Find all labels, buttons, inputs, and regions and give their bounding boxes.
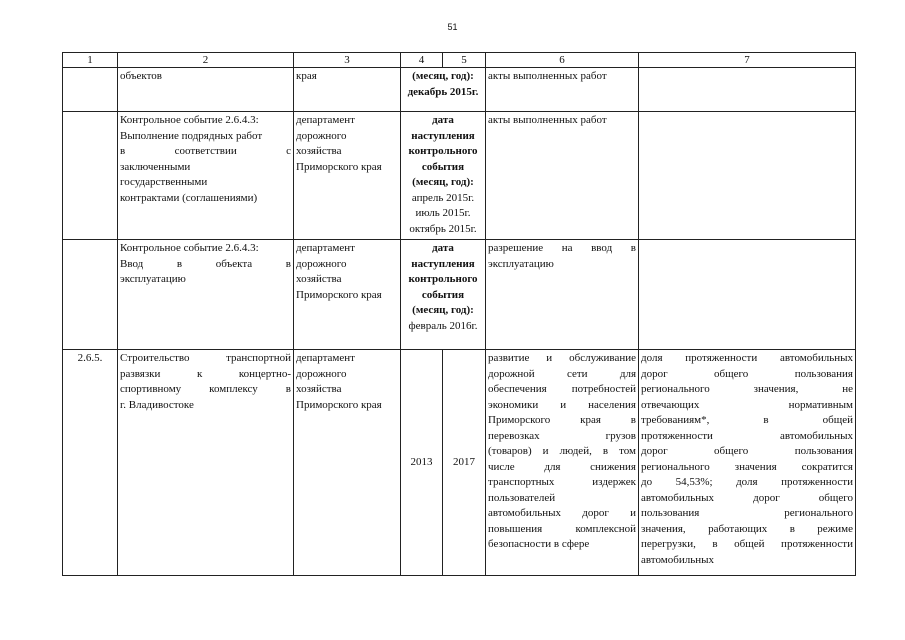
cell-line: контрольного	[408, 145, 478, 157]
cell-line: наступления	[411, 257, 475, 270]
measure-cell	[118, 112, 294, 240]
dates-cell	[401, 240, 486, 350]
cell-line: значения, работающих в режиме	[641, 522, 853, 535]
cell-line: безопасности в сфере	[488, 538, 590, 550]
cell-line: хозяйства	[296, 383, 342, 395]
cell-line: хозяйства	[296, 145, 342, 157]
cell-line: дорожной сети для	[488, 367, 636, 380]
measure-cell	[118, 240, 294, 350]
cell-line: департамент	[296, 242, 355, 254]
end-year-cell: 2017	[443, 350, 486, 576]
cell-line: автомобильных	[641, 553, 714, 566]
header-cell: 3	[294, 53, 401, 68]
header-row	[63, 53, 856, 68]
cell-line: доля протяженности автомобильных	[641, 352, 853, 364]
indicator-cell	[639, 240, 856, 350]
cell-line: декабрь 2015г.	[407, 85, 479, 98]
cell-line: числе для снижения	[488, 460, 636, 473]
cell-line: регионального значения, не	[641, 383, 853, 395]
cell-line: Строительство транспортной	[120, 352, 291, 364]
cell-line: автомобильных дорог и	[488, 507, 636, 519]
table-row	[63, 68, 856, 112]
cell-line: пользования регионального	[641, 507, 853, 519]
number-cell: 2.6.5.	[63, 350, 118, 576]
cell-line: регионального значения сократится	[641, 460, 853, 473]
cell-line: дорог общего пользования	[641, 367, 853, 380]
cell-line: Контрольное событие 2.6.4.3:	[120, 242, 259, 254]
cell-line: (месяц, год):	[412, 304, 474, 316]
executor-cell	[294, 112, 401, 240]
cell-line: развязки к концертно-	[120, 367, 291, 380]
cell-line: Приморского края	[296, 160, 382, 173]
page-number: 51	[447, 22, 458, 32]
cell-line: автомобильных дорог общего	[641, 491, 853, 504]
cell-line: г. Владивостоке	[120, 398, 194, 411]
number-cell	[63, 68, 118, 112]
cell-line: протяженности автомобильных	[641, 429, 853, 442]
cell-line: экономики и населения	[488, 398, 636, 411]
result-cell	[486, 68, 639, 112]
cell-line: события	[421, 160, 465, 173]
cell-line: дорожного	[296, 257, 347, 270]
cell-line: Контрольное событие 2.6.4.3:	[120, 114, 259, 126]
cell-line: пользователей	[488, 491, 556, 504]
cell-line: разрешение на ввод в	[488, 242, 636, 254]
cell-line: Приморского края в	[488, 414, 636, 426]
table-row	[63, 240, 856, 350]
indicator-cell	[639, 68, 856, 112]
measure-cell	[118, 350, 294, 576]
cell-line: (месяц, год):	[412, 176, 474, 188]
cell-line: в соответствии с	[120, 145, 291, 157]
dates-cell	[401, 112, 486, 240]
measure-cell	[118, 68, 294, 112]
cell-line: требованиям*, в общей	[641, 414, 853, 426]
table-row	[63, 350, 856, 576]
cell-line: перевозках грузов	[488, 429, 636, 442]
result-cell	[486, 240, 639, 350]
cell-line: повышения комплексной	[488, 522, 636, 535]
cell-line: Выполнение подрядных работ	[120, 129, 263, 142]
header-cell: 4	[401, 53, 443, 68]
cell-line: края	[296, 70, 317, 82]
cell-line: апрель 2015г.	[411, 191, 475, 204]
cell-line: развитие и обслуживание	[488, 352, 636, 364]
program-table	[62, 52, 856, 576]
indicator-cell	[639, 112, 856, 240]
dates-cell	[401, 68, 486, 112]
cell-line: Приморского края	[296, 398, 382, 411]
cell-line: отвечающих нормативным	[641, 398, 853, 411]
cell-line: контрольного	[408, 273, 478, 285]
start-year-cell: 2013	[401, 350, 443, 576]
cell-line: контрактами (соглашениями)	[120, 191, 258, 204]
header-cell: 7	[639, 53, 856, 68]
cell-line: февраль 2016г.	[408, 319, 478, 332]
cell-line: объектов	[120, 70, 162, 82]
cell-line: транспортных издержек	[488, 476, 636, 488]
header-cell: 1	[63, 53, 118, 68]
cell-line: спортивному комплексу в	[120, 383, 291, 395]
cell-line: дорог общего пользования	[641, 445, 853, 457]
executor-cell	[294, 68, 401, 112]
cell-line: акты выполненных работ	[488, 70, 607, 82]
header-cell: 5	[443, 53, 486, 68]
cell-line: обеспечения потребностей	[488, 383, 636, 395]
cell-line: (месяц, год):	[412, 70, 474, 82]
cell-line: дорожного	[296, 367, 347, 380]
executor-cell	[294, 350, 401, 576]
indicator-cell	[639, 350, 856, 576]
header-cell: 2	[118, 53, 294, 68]
result-cell	[486, 112, 639, 240]
cell-line: дата	[432, 114, 454, 126]
cell-line: Ввод в объекта в	[120, 257, 291, 270]
cell-line: хозяйства	[296, 273, 342, 285]
result-cell	[486, 350, 639, 576]
cell-line: заключенными	[120, 160, 191, 173]
cell-line: дата	[432, 242, 454, 254]
number-cell	[63, 112, 118, 240]
cell-line: июль 2015г.	[415, 207, 471, 219]
cell-line: Приморского края	[296, 288, 382, 301]
cell-line: перегрузки, в общей протяженности	[641, 538, 853, 550]
cell-line: октябрь 2015г.	[409, 222, 477, 235]
table-row	[63, 112, 856, 240]
cell-line: наступления	[411, 129, 475, 142]
header-cell: 6	[486, 53, 639, 68]
number-cell	[63, 240, 118, 350]
cell-line: акты выполненных работ	[488, 114, 607, 126]
executor-cell	[294, 240, 401, 350]
cell-line: эксплуатацию	[120, 273, 186, 285]
cell-line: департамент	[296, 114, 355, 126]
cell-line: эксплуатацию	[488, 257, 554, 270]
cell-line: (товаров) и людей, в том	[488, 445, 636, 457]
cell-line: государственными	[120, 176, 208, 188]
cell-line: дорожного	[296, 129, 347, 142]
cell-line: до 54,53%; доля протяженности	[641, 476, 853, 488]
cell-line: события	[421, 288, 465, 301]
cell-line: департамент	[296, 352, 355, 364]
